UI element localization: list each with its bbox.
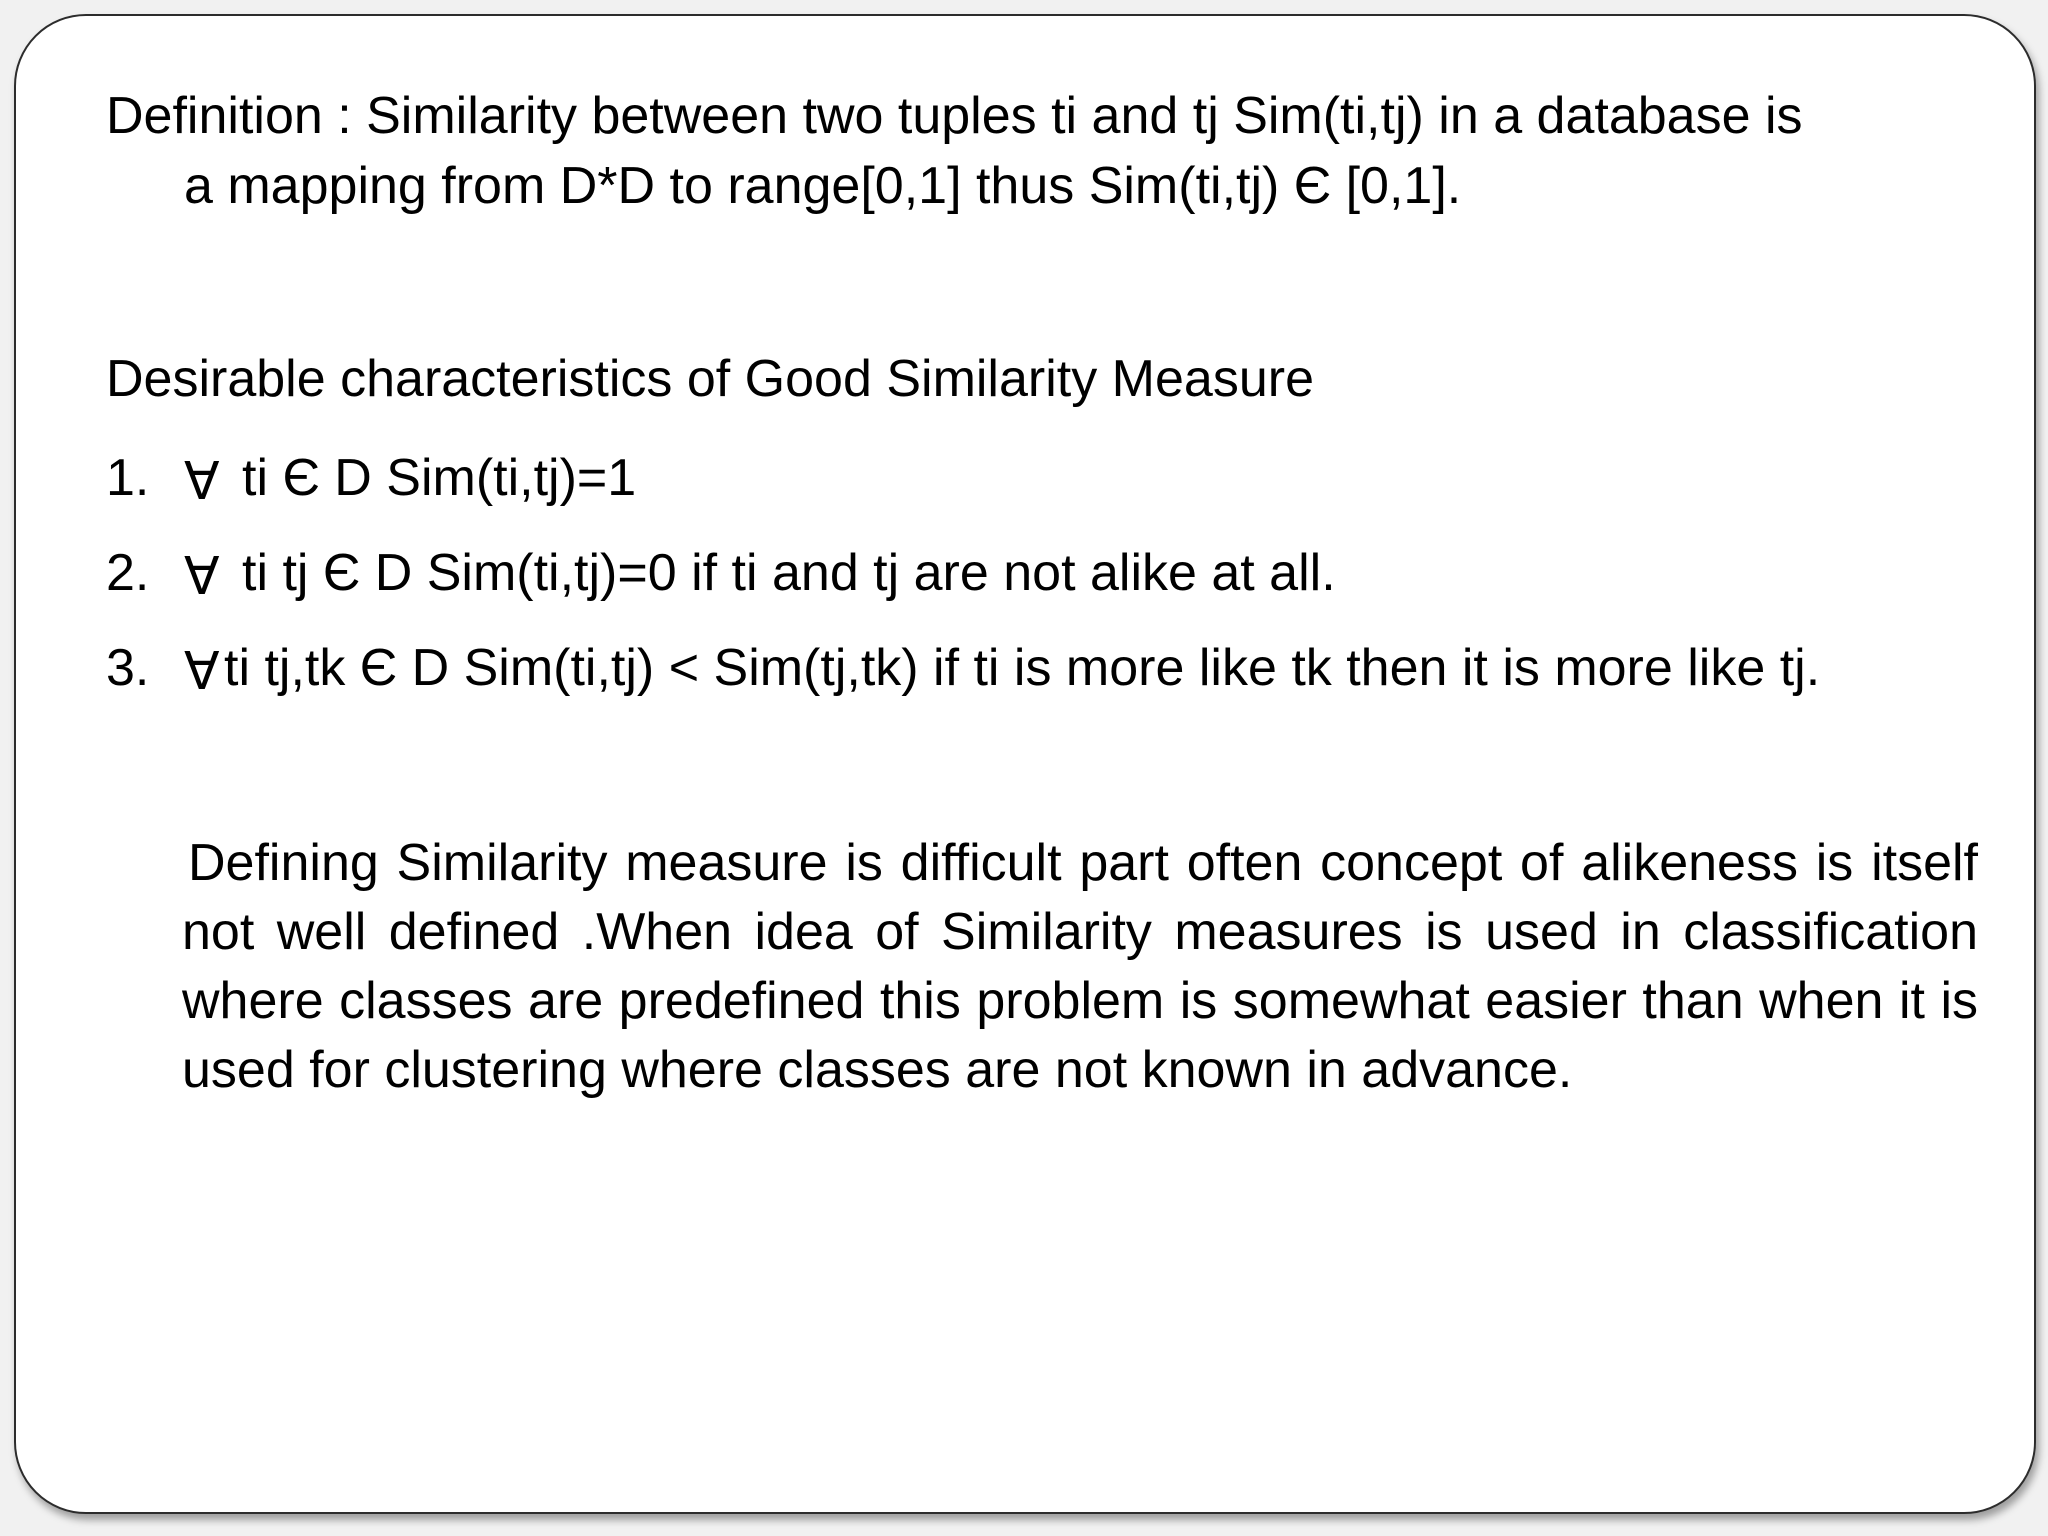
item-number: 2. xyxy=(106,544,150,602)
note-paragraph xyxy=(182,829,1978,1105)
for-all-icon: ∀ xyxy=(184,453,220,511)
for-all-icon: ∀ xyxy=(184,548,220,606)
characteristic-item-1 xyxy=(106,443,636,513)
item-text: ti Є D Sim(ti,tj)=1 xyxy=(242,449,637,507)
definition-text xyxy=(106,81,1986,221)
item-number: 1. xyxy=(106,449,150,507)
for-all-icon: ∀ xyxy=(184,643,220,701)
definition-line-1: Definition : Similarity between two tuples ti and tj Sim(ti,tj) in a database is xyxy=(106,87,1803,145)
characteristic-item-2 xyxy=(106,538,1336,608)
slide-frame xyxy=(14,14,2036,1514)
characteristics-heading: Desirable characteristics of Good Similarity Measure xyxy=(106,350,1314,408)
note-text: Defining Similarity measure is difficult part often concept of alikeness is itself not well defined .When idea of Similarity measures is used in classification where classes are predefined this problem is somewhat easier than when it is used for clustering where classes are not known in advance. xyxy=(182,834,1978,1099)
characteristic-item-3 xyxy=(106,633,1820,703)
item-number: 3. xyxy=(106,639,150,697)
definition-line-2: a mapping from D*D to range[0,1] thus Sim(ti,tj) Є [0,1]. xyxy=(184,157,1462,215)
item-text: ti tj,tk Є D Sim(ti,tj) < Sim(tj,tk) if ti is more like tk then it is more like tj. xyxy=(224,639,1821,697)
item-text: ti tj Є D Sim(ti,tj)=0 if ti and tj are not alike at all. xyxy=(242,544,1336,602)
